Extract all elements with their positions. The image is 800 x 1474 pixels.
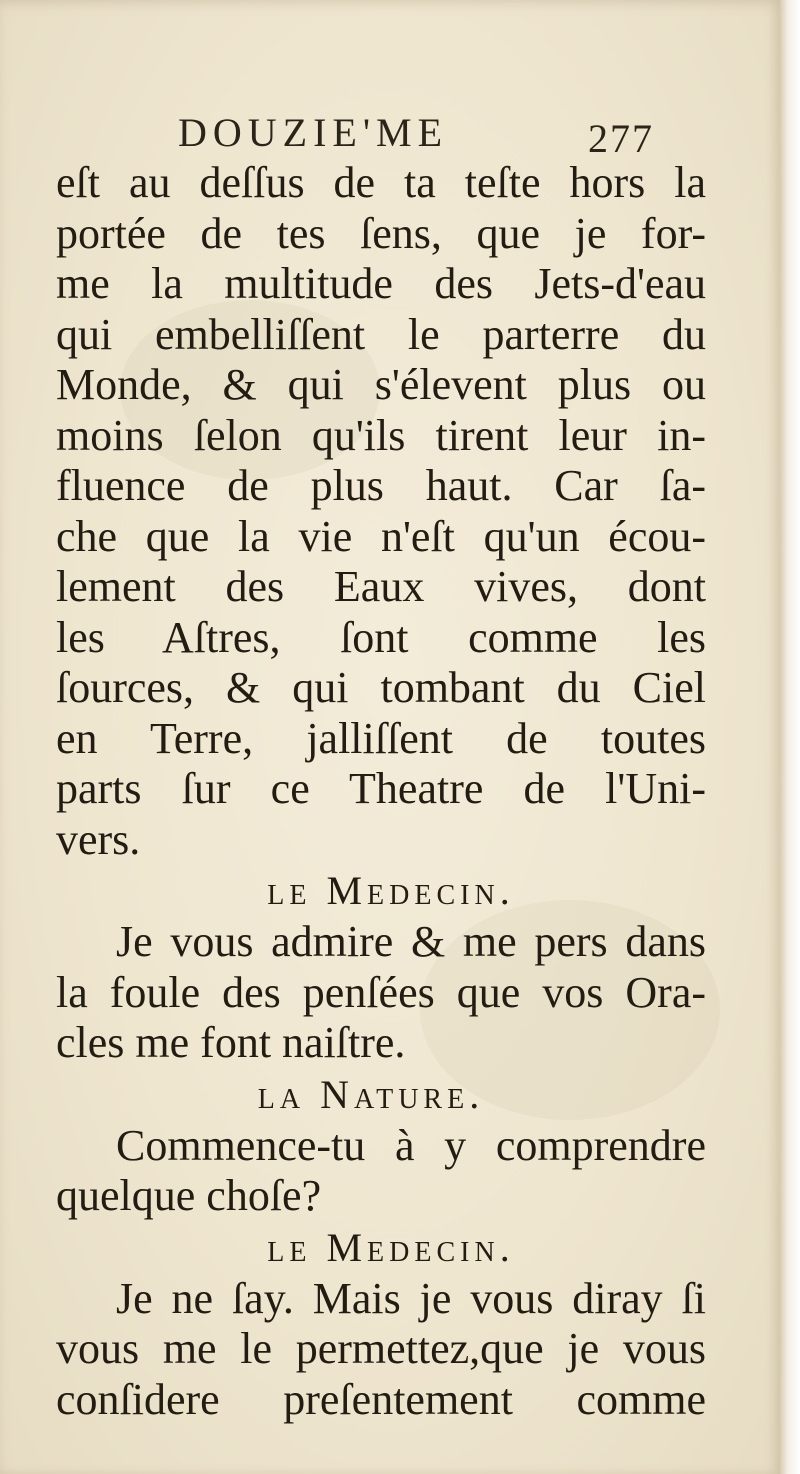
text-line: portée de tes ſens, que je for- bbox=[56, 208, 706, 258]
speaker-heading: la Nature. bbox=[257, 1071, 485, 1117]
page-edge bbox=[780, 0, 800, 1474]
text-line: vous me le permettez,que je vous bbox=[56, 1324, 706, 1373]
text-line: Je vous admire & me pers dans bbox=[116, 917, 706, 966]
text-line: Monde, & qui s'élevent plus ou bbox=[56, 360, 706, 409]
page-number: 277 bbox=[588, 116, 654, 161]
text-line: en Terre, jalliſſent de toutes bbox=[56, 713, 706, 763]
text-line: quelque choſe? bbox=[56, 1171, 322, 1220]
speaker-heading: le Medecin. bbox=[267, 1224, 515, 1270]
text-line: Commence-tu à y comprendre bbox=[116, 1120, 706, 1170]
text-line: vers. bbox=[56, 814, 141, 864]
text-line: moins ſelon qu'ils tirent leur in- bbox=[56, 410, 706, 460]
text-line: conſidere preſentement comme bbox=[56, 1374, 706, 1424]
text-line: fluence de plus haut. Car ſa- bbox=[56, 461, 706, 510]
text-line: la foule des penſées que vos Ora- bbox=[56, 967, 706, 1017]
text-line: ſources, & qui tombant du Ciel bbox=[56, 663, 706, 712]
text-line: Je ne ſay. Mais je vous diray ſi bbox=[116, 1273, 706, 1323]
text-line: les Aſtres, ſont comme les bbox=[56, 612, 706, 662]
running-head bbox=[0, 108, 780, 161]
text-line: qui embelliſſent le parterre du bbox=[56, 309, 706, 359]
text-line: cles me font naiſtre. bbox=[56, 1018, 406, 1067]
running-head-title: DOUZIE'ME bbox=[178, 110, 449, 155]
text-line: che que la vie n'eſt qu'un écou- bbox=[56, 511, 706, 561]
text-line: lement des Eaux vives, dont bbox=[56, 562, 706, 611]
text-line: parts ſur ce Theatre de l'Uni- bbox=[56, 764, 706, 813]
text-line: me la multitude des Jets-d'eau bbox=[56, 259, 706, 308]
speaker-heading: le Medecin. bbox=[267, 868, 515, 913]
text-line: eſt au deſſus de ta teſte hors la bbox=[56, 158, 706, 207]
body-text bbox=[56, 158, 706, 1425]
